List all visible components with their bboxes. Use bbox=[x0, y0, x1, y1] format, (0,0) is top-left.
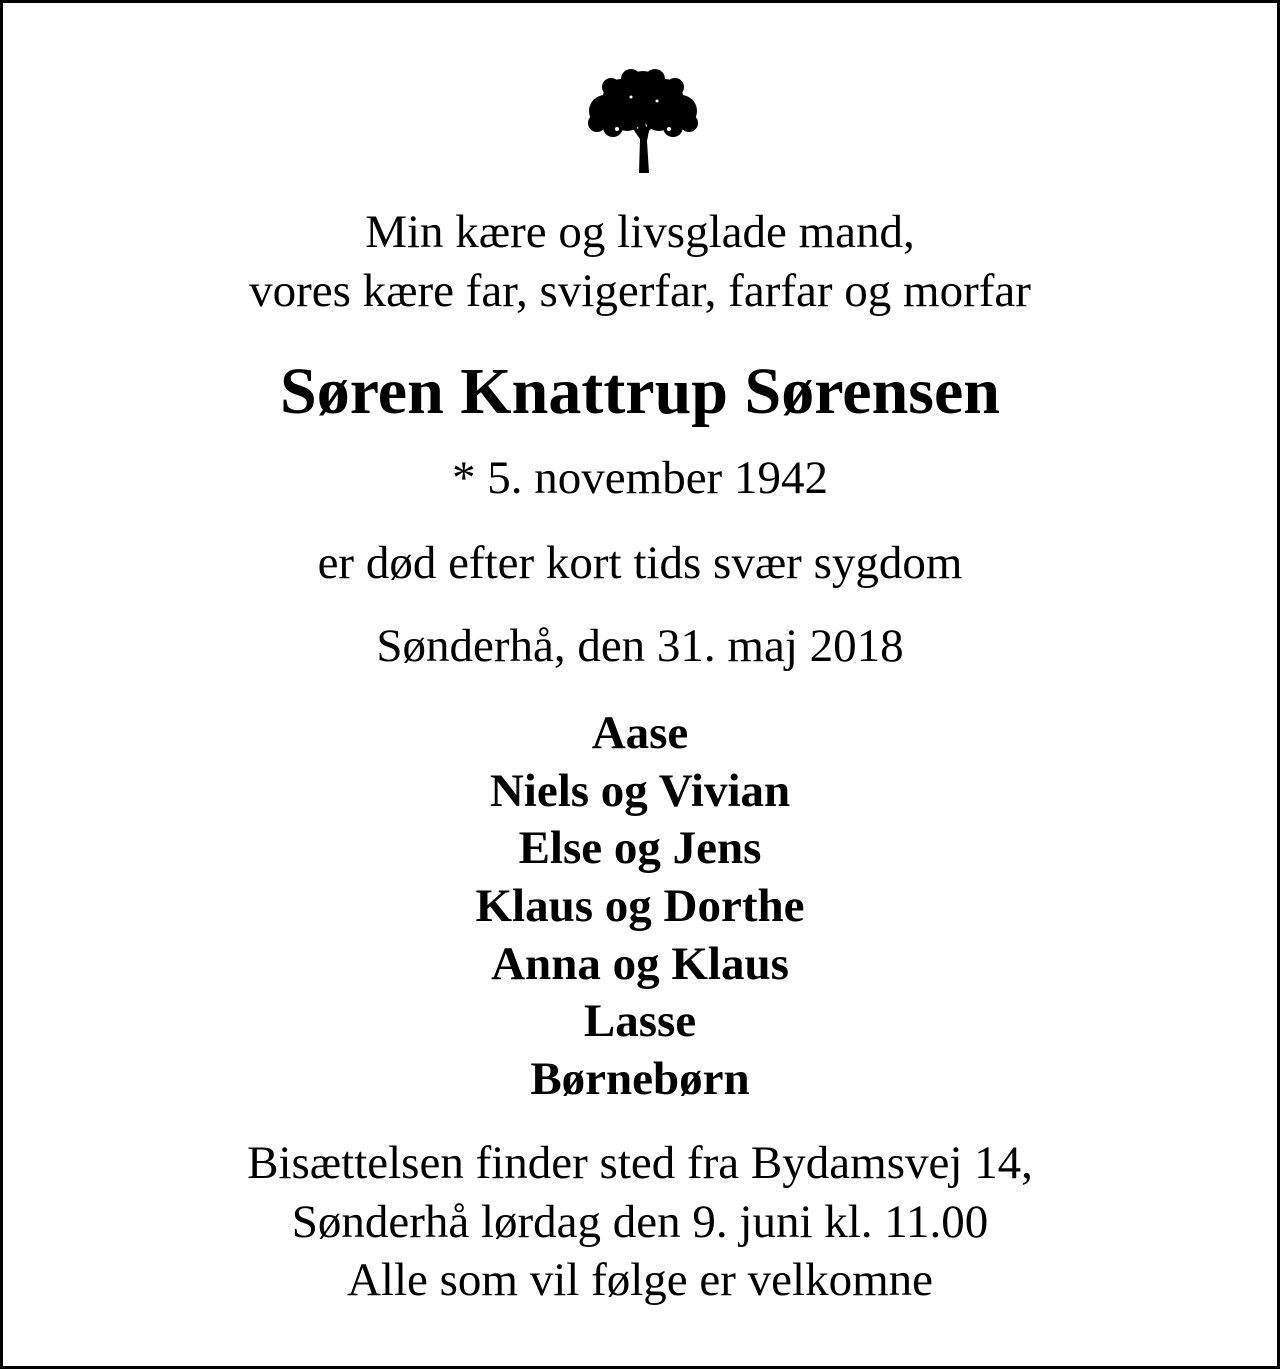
intro-line-2: vores kære far, svigerfar, farfar og morfar bbox=[249, 265, 1031, 317]
family-member: Niels og Vivian bbox=[489, 765, 791, 817]
deceased-name: Søren Knattrup Sørensen bbox=[279, 355, 1000, 428]
funeral-line-2: Sønderhå lørdag den 9. juni kl. 11.00 bbox=[291, 1196, 989, 1248]
funeral-line-1: Bisættelsen finder sted fra Bydamsvej 14, bbox=[247, 1137, 1033, 1189]
tree-icon bbox=[587, 67, 699, 173]
family-member: Aase bbox=[591, 707, 689, 759]
intro-line-1: Min kære og livsglade mand, bbox=[365, 206, 915, 258]
family-member: Else og Jens bbox=[518, 822, 762, 874]
birth-date: * 5. november 1942 bbox=[452, 452, 828, 504]
family-member: Lasse bbox=[583, 995, 697, 1047]
place-date: Sønderhå, den 31. maj 2018 bbox=[376, 620, 904, 672]
funeral-line-3: Alle som vil følge er velkomne bbox=[346, 1254, 934, 1306]
family-member: Anna og Klaus bbox=[491, 938, 789, 990]
family-member: Klaus og Dorthe bbox=[475, 880, 805, 932]
family-member: Børnebørn bbox=[530, 1053, 750, 1105]
death-text: er død efter kort tids svær sygdom bbox=[317, 537, 963, 589]
